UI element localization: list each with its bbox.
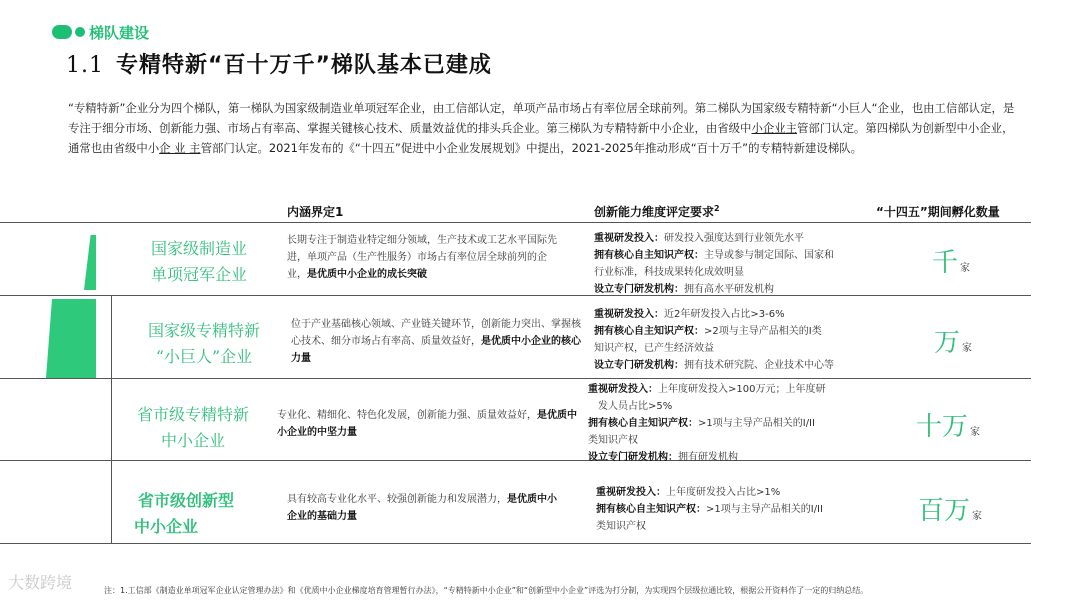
title-number: 1.1 (66, 53, 104, 78)
row-4-name-line-2: 中小企业 (134, 517, 199, 536)
row-4-req-line (596, 518, 823, 535)
row-3-definition-text: 专业化、精细化、特色化发展，创新能力强、质量效益好， (277, 410, 537, 421)
row-4-name (126, 488, 246, 540)
row-1-req-line (594, 230, 834, 247)
row-1-definition (287, 232, 565, 283)
column-header-requirements (594, 203, 720, 220)
row-3-definition (277, 407, 577, 441)
column-header-definition-sup: 1 (335, 205, 344, 219)
row-3-req-line (588, 381, 825, 398)
row-2-req-line (594, 357, 834, 374)
column-header-quantity: “十四五”期间孵化数量 (876, 205, 1000, 219)
page-title (66, 48, 492, 79)
req-text: >1项与主导产品相关的I/II (698, 418, 815, 429)
row-1-name-line-1: 国家级制造业 (150, 239, 247, 258)
row-3-name-line-1: 省市级专精特新 (136, 405, 249, 424)
row-4-req-line (596, 484, 823, 501)
req-text: 上年度研发投入占比>1% (666, 487, 781, 498)
row-2-name (134, 318, 274, 370)
req-label: 设立专门研发机构： (594, 284, 684, 295)
req-text: 主导或参与制定国际、国家和 (704, 250, 834, 261)
row-3-quantity-value: 十万 (916, 412, 969, 442)
row-2-quantity (934, 322, 972, 359)
row-3-req-line (588, 415, 825, 432)
row-3-req-line (588, 449, 825, 466)
req-text: >1项与主导产品相关的I/II (706, 504, 823, 515)
req-text: 发人员占比>5% (598, 401, 673, 412)
row-2-requirements (594, 306, 834, 374)
row-1-quantity-unit: 家 (960, 263, 971, 274)
row-1-definition-text: 长期专注于制造业特定细分领域，生产技术或工艺水平国际先进，单项产品（生产性服务）市场占有率位居全球前列的企业， (287, 235, 557, 280)
row-3-req-line (588, 398, 825, 415)
row-2-quantity-unit: 家 (962, 343, 973, 354)
row-3-definition-bold: 是优质中小企业的中坚力量 (277, 410, 577, 438)
intro-part-3: 管部门认定。2021年发布的《“十四五”促进中小企业发展规划》中提出，2021-2025年推动形成“百十万千”的专精特新建设梯队。 (200, 141, 862, 155)
intro-underline-1: 小企业主 (751, 121, 798, 135)
intro-part-1: “专精特新”企业分为四个梯队，第一梯队为国家级制造业单项冠军企业，由工信部认定，单项产品市场占有率位居全球前列。第二梯队为国家级专精特新“小巨人“企业，也由工信部认定，是专注于细分市场、创新能力强、市场占有率高、掌握关键核心技术、质量效益优的排头兵企业。第三梯队为专精特新中小企业，由省级中 (68, 101, 1015, 135)
row-1-req-line (594, 281, 834, 298)
row-1-req-line (594, 264, 834, 281)
intro-underline-2: 企 业 主 (159, 141, 201, 155)
row-3-req-line (588, 432, 825, 449)
req-label: 拥有核心自主知识产权： (596, 504, 706, 515)
pyramid-tier-2-shape (46, 299, 96, 378)
row-3-requirements (588, 381, 825, 466)
row-4-quantity-unit: 家 (972, 511, 983, 522)
req-text: 拥有高水平研发机构 (684, 284, 774, 295)
row-1-definition-bold: 是优质中小企业的成长突破 (307, 269, 427, 280)
row-4-definition-text: 具有较高专业化水平、较强创新能力和发展潜力， (287, 494, 507, 505)
req-text: 研发投入强度达到行业领先水平 (664, 233, 804, 244)
section-tag (52, 22, 149, 42)
req-label: 设立专门研发机构： (594, 360, 684, 371)
row-2-name-line-2: “小巨人”企业 (155, 347, 253, 366)
row-3-name (128, 402, 258, 454)
req-text: 上年度研发投入>100万元；上年度研 (658, 384, 826, 395)
column-header-requirements-sup: 2 (714, 204, 720, 213)
req-label: 重视研发投入： (596, 487, 666, 498)
req-text: >2项与主导产品相关的I类 (704, 326, 822, 337)
watermark-logo: 大数跨境 (8, 573, 73, 592)
row-1-requirements (594, 230, 834, 298)
row-1-name (134, 236, 264, 288)
req-text: 拥有研发机构 (678, 452, 738, 463)
intro-paragraph (68, 98, 1018, 158)
row-1-quantity (932, 242, 970, 279)
column-header-definition (287, 203, 343, 220)
row-4-req-line (596, 501, 823, 518)
row-2-quantity-value: 万 (934, 328, 961, 358)
tag-dot-icon (75, 27, 85, 37)
column-header-requirements-text: 创新能力维度评定要求 (594, 205, 715, 219)
req-label: 拥有核心自主知识产权： (588, 418, 698, 429)
column-header-definition-text: 内涵界定 (287, 205, 336, 219)
row-1-quantity-value: 千 (932, 248, 959, 278)
pyramid-tier-1-shape (84, 235, 96, 290)
row-2-definition-bold: 是优质中小企业的核心力量 (291, 336, 581, 364)
row-4-definition-bold: 是优质中小企业的基础力量 (287, 494, 557, 522)
table-line-top (0, 222, 1031, 223)
req-label: 设立专门研发机构： (588, 452, 678, 463)
row-3-quantity-unit: 家 (970, 427, 981, 438)
req-text: 类知识产权 (588, 435, 638, 446)
section-tag-label: 梯队建设 (89, 23, 150, 42)
req-text: 拥有技术研究院、企业技术中心等 (684, 360, 834, 371)
row-2-req-line (594, 306, 834, 323)
row-1-req-line (594, 247, 834, 264)
tag-pill-icon (52, 25, 72, 39)
req-label: 重视研发投入： (594, 233, 664, 244)
row-3-quantity (916, 406, 980, 443)
row-4-quantity-value: 百万 (918, 496, 971, 526)
table-line-2 (0, 378, 1031, 379)
req-text: 类知识产权 (596, 521, 646, 532)
row-2-req-line (594, 323, 834, 340)
req-label: 拥有核心自主知识产权： (594, 326, 704, 337)
row-4-requirements (596, 484, 823, 535)
row-2-name-line-1: 国家级专精特新 (147, 321, 260, 340)
table-line-3 (0, 460, 1031, 461)
req-label: 拥有核心自主知识产权： (594, 250, 704, 261)
row-1-name-line-2: 单项冠军企业 (150, 265, 247, 284)
req-text: 近2年研发投入占比>3-6% (664, 309, 785, 320)
req-text: 知识产权，已产生经济效益 (594, 343, 714, 354)
row-3-name-line-2: 中小企业 (160, 431, 225, 450)
req-label: 重视研发投入： (588, 384, 658, 395)
table-vline-1 (111, 295, 112, 378)
row-4-name-line-1: 省市级创新型 (137, 491, 234, 510)
row-2-definition (291, 316, 581, 367)
table-line-bottom (0, 543, 1031, 544)
table-vline-2 (111, 378, 112, 460)
row-2-definition-text: 位于产业基础核心领域、产业链关键环节，创新能力突出、掌握核心技术、细分市场占有率高、质量效益好， (291, 319, 581, 347)
row-4-definition (287, 491, 562, 525)
table-vline-3 (111, 460, 112, 543)
req-label: 重视研发投入： (594, 309, 664, 320)
footnote: 注：1.工信部《制造业单项冠军企业认定管理办法》和《优质中小企业梯度培育管理暂行办法》，“专精特新中小企业”和“创新型中小企业”评选为打分制，为实现四个层级拉通比较，根据公开资料作了一定的归纳总结。 (104, 586, 869, 595)
row-2-req-line (594, 340, 834, 357)
intro-part-2: 管部门认定。第四梯队为创新型中小企业，通常也由省级中小 (68, 121, 1014, 155)
table-line-1 (0, 295, 1031, 296)
title-text: 专精特新“百十万千”梯队基本已建成 (116, 53, 492, 78)
row-4-quantity (918, 490, 982, 527)
req-text: 行业标准，科技成果转化成效明显 (594, 267, 744, 278)
